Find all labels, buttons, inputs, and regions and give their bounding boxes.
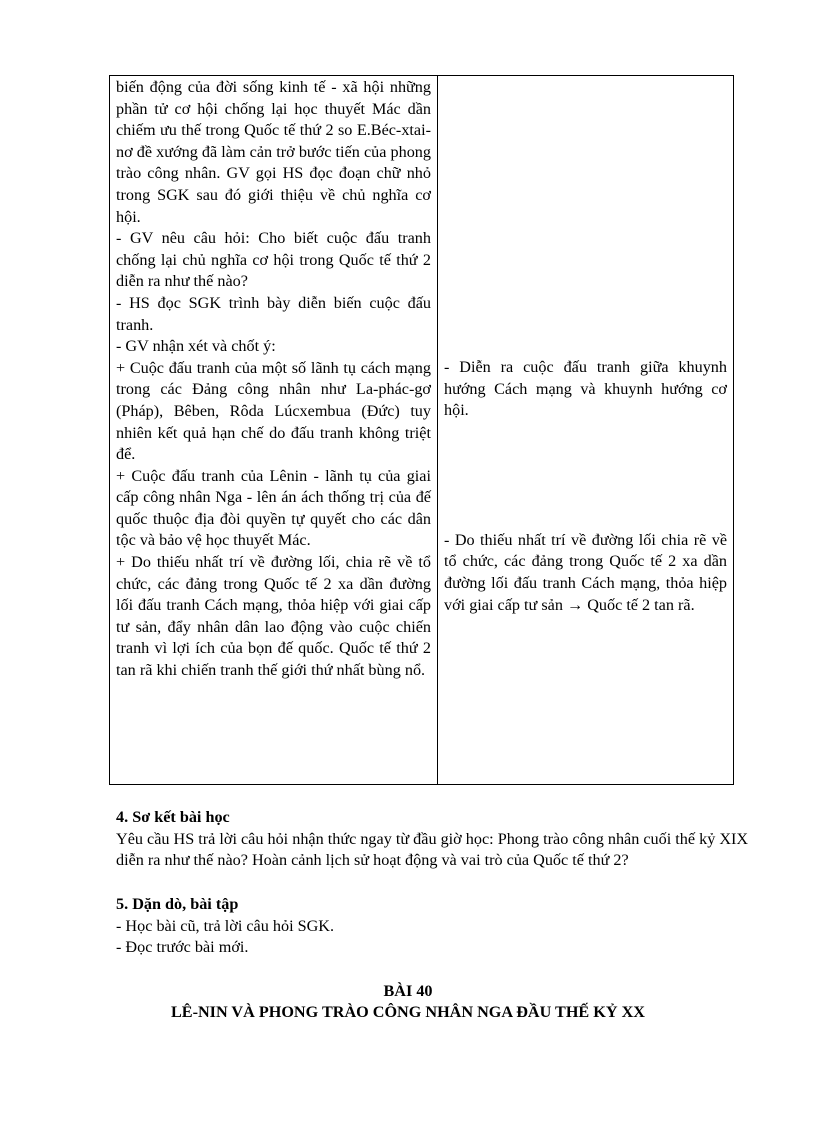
lesson-title: LÊ-NIN VÀ PHONG TRÀO CÔNG NHÂN NGA ĐẦU THẾ KỶ XX	[171, 1003, 645, 1021]
left-paragraph: + Cuộc đấu tranh của một số lãnh tụ cách mạng trong các Đảng công nhân như La-phác-gơ (Pháp), Bêben, Rôda Lúcxembua (Đức) tuy nhiên kết quả hạn chế do đấu tranh không triệt để.	[116, 358, 431, 464]
left-paragraph: + Do thiếu nhất trí về đường lối, chia rẽ về tổ chức, các đảng trong Quốc tế 2 xa dần đường lối đấu tranh Cách mạng, thỏa hiệp với giai cấp tư sản, đẩy nhân dân lao động vào cuộc chiến tranh vì lợi ích của bọn đế quốc. Quốc tế thứ 2 tan rã khi chiến tranh thế giới thứ nhất bùng nổ.	[116, 553, 431, 680]
knowledge-column	[438, 76, 734, 785]
left-paragraph: + Cuộc đấu tranh của Lênin - lãnh tụ của giai cấp công nhân Nga - lên án ách thống trị của đế quốc thuộc địa đòi quyền tự quyết cho các dân tộc và bảo vệ học thuyết Mác.	[116, 466, 431, 550]
activity-column	[110, 76, 438, 785]
left-paragraph: biến động của đời sống kinh tế - xã hội những phần tử cơ hội chống lại học thuyết Mác dần chiếm ưu thế trong Quốc tế thứ 2 so E.Béc-xtai-nơ đề xướng đã làm cản trở bước tiến của phong trào công nhân. GV gọi HS đọc đoạn chữ nhỏ trong SGK sau đó giới thiệu về chủ nghĩa cơ hội.	[116, 78, 431, 226]
section-text: Yêu cầu HS trả lời câu hỏi nhận thức ngay từ đầu giờ học: Phong trào công nhân cuối thế kỷ XIX diễn ra như thế nào? Hoàn cảnh lịch sử hoạt động và vai trò của Quốc tế thứ 2?	[116, 829, 749, 870]
section-summary	[116, 807, 756, 872]
left-paragraph: - HS đọc SGK trình bày diễn biến cuộc đấu tranh.	[116, 293, 431, 334]
table-row	[110, 76, 734, 785]
lesson-table	[109, 75, 734, 785]
right-paragraph: - Do thiếu nhất trí về đường lối chia rẽ về tổ chức, các đảng trong Quốc tế 2 xa dần đường lối đấu tranh Cách mạng, thỏa hiệp với giai cấp tư sản → Quốc tế 2 tan rã.	[444, 530, 727, 614]
section-heading: 5. Dặn dò, bài tập	[116, 895, 239, 913]
homework-item: - Đọc trước bài mới.	[116, 938, 249, 957]
section-homework	[116, 894, 756, 959]
left-paragraph: - GV nêu câu hỏi: Cho biết cuộc đấu tranh chống lại chủ nghĩa cơ hội trong Quốc tế thứ 2 diễn ra như thế nào?	[116, 229, 431, 291]
section-heading: 4. Sơ kết bài học	[116, 808, 230, 826]
left-paragraph: - GV nhận xét và chốt ý:	[116, 337, 276, 356]
right-paragraph: - Diễn ra cuộc đấu tranh giữa khuynh hướng Cách mạng và khuynh hướng cơ hội.	[444, 358, 727, 420]
lesson-number: BÀI 40	[383, 982, 433, 1000]
homework-item: - Học bài cũ, trả lời câu hỏi SGK.	[116, 916, 335, 935]
